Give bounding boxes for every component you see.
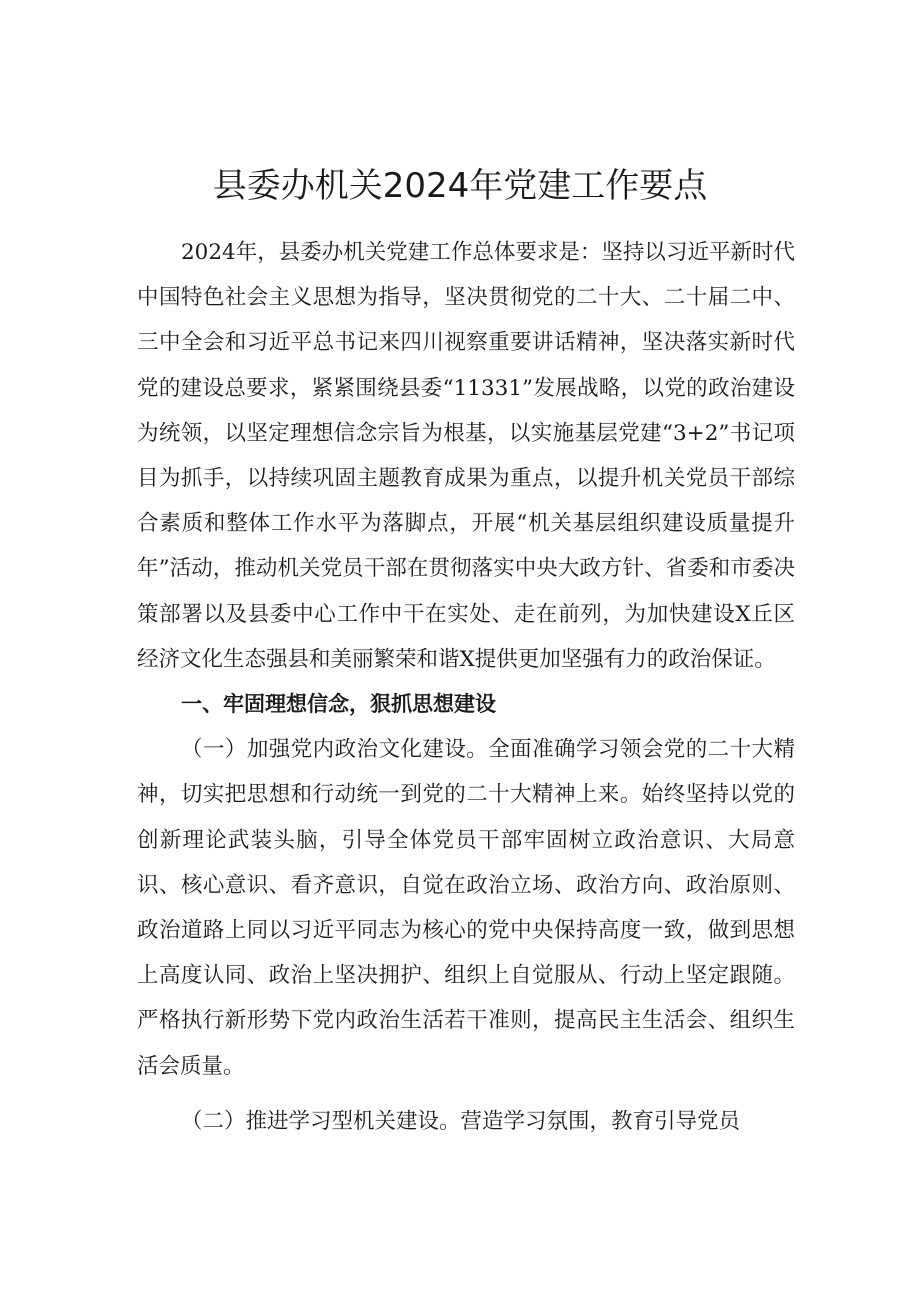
intro-paragraph: 2024年，县委办机关党建工作总体要求是：坚持以习近平新时代中国特色社会主义思想为指导，坚决贯彻党的二十大、二十届二中、三中全会和习近平总书记来四川视察重要讲话精神，坚决落实新时代党的建设总要求，紧紧围绕县委“11331”发展战略，以党的政治建设为统领，以坚定理想信念宗旨为根基，以实施基层党建“3+2”书记项目为抓手，以持续巩固主题教育成果为重点，以提升机关党员干部综合素质和整体工作水平为落脚点，开展“机关基层组织建设质量提升年”活动，推动机关党员干部在贯彻落实中央大政方针、省委和市委决策部署以及县委中心工作中干在实处、走在前列，为加快建设X丘区经济文化生态强县和美丽繁荣和谐X提供更加坚强有力的政治保证。 — [137, 240, 795, 672]
item-paragraph-1: （一）加强党内政治文化建设。全面准确学习领会党的二十大精神，切实把思想和行动统一到党的二十大精神上来。始终坚持以党的创新理论武装头脑，引导全体党员干部牢固树立政治意识、大局意识、核心意识、看齐意识，自觉在政治立场、政治方向、政治原则、政治道路上同以习近平同志为核心的党中央保持高度一致，做到思想上高度认同、政治上坚决拥护、组织上自觉服从、行动上坚定跟随。严格执行新形势下党内政治生活若干准则，提高民主生活会、组织生活会质量。 — [137, 737, 795, 1079]
document-title: 县委办机关2024年党建工作要点 — [212, 166, 708, 206]
item-paragraph-2: （二）推进学习型机关建设。营造学习氛围，教育引导党员 — [181, 1108, 741, 1134]
section-heading-1: 一、牢固理想信念，狠抓思想建设 — [181, 692, 496, 717]
paragraph-gap — [137, 1089, 795, 1099]
document-body — [137, 230, 795, 1144]
